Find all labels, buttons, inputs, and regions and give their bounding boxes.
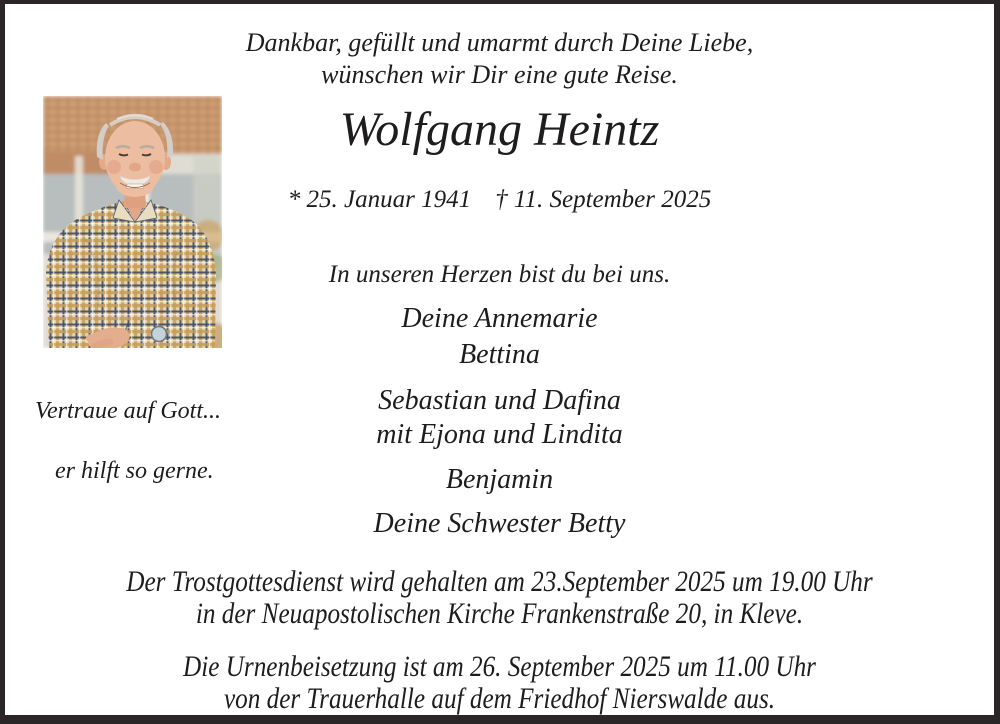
deceased-name: Wolfgang Heintz [339, 103, 660, 156]
side-verse-line-1: Vertraue auf Gott... [35, 398, 221, 424]
life-dates [5, 186, 994, 215]
mourner-line: mit Ejona und Lindita [376, 419, 623, 450]
service-info-line-1: Der Trostgottesdienst wird gehalten am 23.September 2025 um 19.00 Uhr [126, 565, 873, 598]
burial-info-line-2: von der Trauerhalle auf dem Friedhof Nierswalde aus. [223, 682, 776, 715]
birth-date: * 25. Januar 1941 [287, 186, 472, 213]
mourner-line: Deine Schwester Betty [373, 508, 626, 539]
opening-quote-line-1: Dankbar, gefüllt und umarmt durch Deine Liebe, [245, 28, 754, 57]
mourner-line: Sebastian und Dafina [378, 385, 621, 416]
mourner-line: Benjamin [445, 464, 554, 495]
opening-quote-line-2: wünschen wir Dir eine gute Reise. [321, 60, 678, 89]
death-date: † 11. September 2025 [495, 186, 712, 213]
burial-info-line-1: Die Urnenbeisetzung ist am 26. September 2025 um 11.00 Uhr [183, 650, 816, 683]
mourner-line: Bettina [459, 339, 540, 370]
side-verse-line-2: er hilft so gerne. [55, 458, 214, 484]
mourner-line: Deine Annemarie [401, 303, 598, 334]
remembrance-line: In unseren Herzen bist du bei uns. [328, 261, 671, 288]
service-info-line-2: in der Neuapostolischen Kirche Frankenstraße 20, in Kleve. [195, 597, 804, 630]
